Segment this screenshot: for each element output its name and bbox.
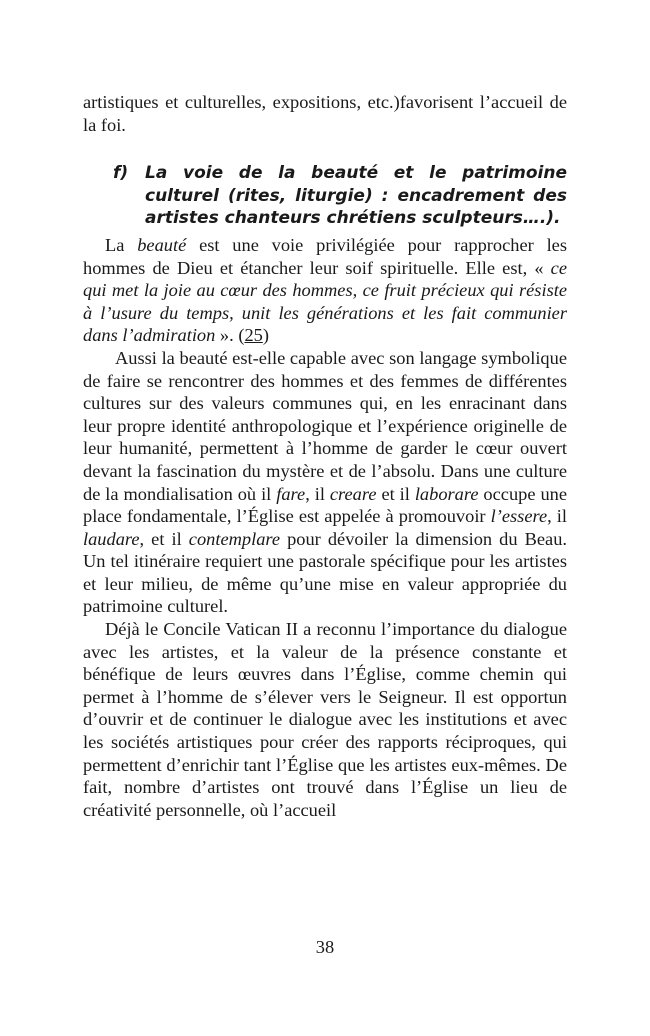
- paragraph-vatican-ii: Déjà le Concile Vatican II a reconnu l’importance du dialogue avec les artistes, et la valeur de la présence constante et bénéfique de leurs œuvres dans l’Église, comme chemin qui permet à l’homme de s’élever vers le Seigneur. Il est opportun d’ouvrir et de continuer le dialogue avec les institutions et avec les sociétés artistiques pour créer des rapports réciproques, qui permettent d’enrichir tant l’Église que les artistes eux-mêmes. De fait, nombre d’artistes ont trouvé dans l’Église un lieu de créativité personnelle, où l’accueil: [83, 619, 567, 820]
- paragraph-beauty: [83, 234, 567, 347]
- text-span: occupe une place fondamentale, l’Église est appelée à promouvoir: [83, 483, 567, 527]
- text-span: ): [262, 325, 269, 346]
- italic-quote: ce qui met la joie au cœur des hommes, ce fruit précieux qui résiste à l’usure du temps, unit les générations et les fait communier dans l’admiration: [83, 257, 567, 346]
- text-span: Aussi la beauté est-elle capable avec son langage symbolique de faire se rencontrer des hommes et des femmes de différentes cultures sur des valeurs communes qui, en les enracinant dans leur propre identité anthropologique et l’expérience originelle de leur humanité, permettent à l’homme de garder le cœur ouvert devant la fascination du mystère et de l’absolu. Dans une culture de la mondialisation où il: [83, 347, 567, 504]
- paragraph-symbolic-language: [83, 347, 567, 618]
- section-marker: f): [113, 163, 129, 184]
- text-span: , il: [547, 506, 567, 527]
- text-span: , et il: [139, 528, 189, 549]
- text-span: est une voie privilégiée pour rapprocher les hommes de Dieu et étancher leur soif spirituelle. Elle est, «: [83, 234, 567, 278]
- italic-term: fare: [276, 483, 306, 504]
- page-body: [83, 91, 567, 821]
- text-span: La: [105, 234, 138, 255]
- footnote-link[interactable]: 25: [244, 325, 263, 346]
- page-number: 38: [315, 937, 335, 957]
- italic-term: beauté: [137, 234, 187, 255]
- italic-term: contemplare: [188, 528, 281, 549]
- paragraph-continuation: artistiques et culturelles, expositions, etc.)favorisent l’accueil de la foi.: [83, 92, 567, 135]
- text-span: , il: [305, 483, 330, 504]
- text-span: ». (: [215, 325, 245, 346]
- italic-term: laudare: [83, 528, 140, 549]
- section-heading-text: La voie de la beauté et le patrimoine culturel (rites, liturgie) : encadrement des artistes chanteurs chrétiens sculpteurs….).: [145, 163, 567, 229]
- italic-term: l’essere: [490, 506, 548, 527]
- italic-term: creare: [329, 483, 377, 504]
- italic-term: laborare: [414, 483, 479, 504]
- section-heading: [113, 162, 567, 230]
- text-span: pour dévoiler la dimension du Beau. Un tel itinéraire requiert une pastorale spécifique pour les artistes et leur milieu, de même qu’une mise en valeur appropriée du patrimoine culturel.: [83, 528, 567, 617]
- text-span: et il: [376, 483, 415, 504]
